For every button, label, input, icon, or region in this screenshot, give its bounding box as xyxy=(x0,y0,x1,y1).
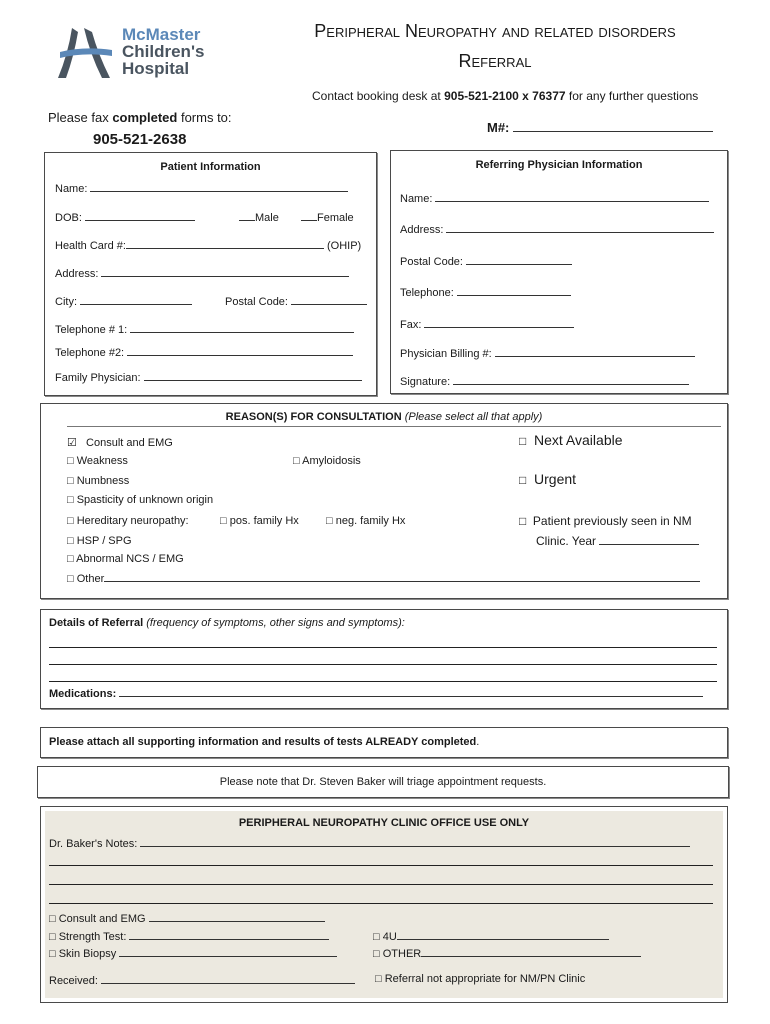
checkbox-icon: □ xyxy=(373,931,380,943)
patient-postal-field[interactable] xyxy=(225,294,367,308)
amyloidosis-option[interactable] xyxy=(293,455,361,467)
office-not-appropriate[interactable] xyxy=(375,973,585,985)
numbness-option[interactable] xyxy=(67,475,129,487)
patient-info-heading: Patient Information xyxy=(160,161,261,173)
office-other-label: OTHER xyxy=(382,948,422,960)
strength-label: Strength Test: xyxy=(58,931,127,943)
details-line-1[interactable] xyxy=(49,647,717,648)
details-note: (frequency of symptoms, other signs and symptoms): xyxy=(146,617,405,629)
physician-billing-field[interactable] xyxy=(400,346,695,360)
medications-label: Medications: xyxy=(49,688,117,700)
checkbox-icon: □ xyxy=(375,973,382,985)
family-physician-label: Family Physician: xyxy=(55,372,141,384)
previously-seen-label: Patient previously seen in NM xyxy=(532,514,692,528)
details-line-2[interactable] xyxy=(49,664,717,665)
checkbox-icon: □ xyxy=(67,494,74,506)
ohip-label: (OHIP) xyxy=(327,240,362,252)
medications-field[interactable] xyxy=(49,686,703,700)
notes-line-3[interactable] xyxy=(49,903,713,904)
pos-family-option[interactable] xyxy=(220,515,299,527)
baker-notes-field[interactable] xyxy=(49,836,690,850)
office-heading: PERIPHERAL NEUROPATHY CLINIC OFFICE USE ONLY xyxy=(238,817,530,829)
checkbox-icon: □ xyxy=(67,535,74,547)
physician-telephone-label: Telephone: xyxy=(400,287,454,299)
male-label: Male xyxy=(255,212,279,224)
physician-signature-field[interactable] xyxy=(400,374,689,388)
hsp-label: HSP / SPG xyxy=(76,535,132,547)
contact-prefix: Contact booking desk at xyxy=(312,89,445,103)
form-title-line-1: Peripheral Neuropathy and related disorders xyxy=(314,21,676,41)
family-physician-field[interactable] xyxy=(55,370,362,384)
fax-instruction xyxy=(48,110,232,125)
details-line-3[interactable] xyxy=(49,681,717,682)
checkbox-icon: □ xyxy=(326,515,333,527)
checkbox-icon: □ xyxy=(67,515,74,527)
spasticity-option[interactable] xyxy=(67,494,213,506)
numbness-label: Numbness xyxy=(76,475,130,487)
reasons-heading-text: REASON(S) FOR CONSULTATION xyxy=(225,411,402,423)
patient-sex-female[interactable] xyxy=(301,210,354,224)
checked-box-icon: ☑ xyxy=(67,437,77,449)
next-available-option[interactable] xyxy=(519,432,623,448)
checkbox-icon: □ xyxy=(67,455,74,467)
details-box xyxy=(40,609,728,709)
patient-tel2-field[interactable] xyxy=(55,345,353,359)
reasons-heading-note: (Please select all that apply) xyxy=(404,411,543,423)
patient-tel1-field[interactable] xyxy=(55,322,354,336)
reasons-box xyxy=(40,403,728,599)
physician-fax-label: Fax: xyxy=(400,319,422,331)
weakness-option[interactable] xyxy=(67,455,128,467)
weakness-label: Weakness xyxy=(76,455,128,467)
details-heading xyxy=(49,617,405,629)
physician-address-field[interactable] xyxy=(400,222,714,236)
patient-postal-label: Postal Code: xyxy=(225,296,288,308)
clinic-year-label: Clinic. Year xyxy=(536,534,597,548)
patient-health-card-field[interactable] xyxy=(55,238,361,252)
fax-suffix: forms to: xyxy=(177,110,232,125)
physician-postal-field[interactable] xyxy=(400,254,572,268)
hereditary-label: Hereditary neuropathy: xyxy=(76,515,189,527)
checkbox-icon: □ xyxy=(67,475,74,487)
reasons-divider xyxy=(67,426,721,427)
contact-line xyxy=(312,89,698,103)
checkbox-icon: □ xyxy=(49,948,56,960)
reasons-heading xyxy=(41,411,727,423)
details-label: Details of Referral xyxy=(49,617,144,629)
checkbox-icon: □ xyxy=(49,931,56,943)
checkbox-icon: □ xyxy=(519,473,527,487)
triage-notice xyxy=(37,766,729,798)
previously-seen-option[interactable] xyxy=(519,514,692,528)
checkbox-icon: □ xyxy=(293,455,300,467)
fax-number: 905-521-2638 xyxy=(93,131,187,148)
office-received[interactable] xyxy=(49,973,355,987)
physician-address-label: Address: xyxy=(400,224,444,236)
abnormal-ncs-option[interactable] xyxy=(67,553,184,565)
billing-label: Physician Billing #: xyxy=(400,348,492,360)
hospital-logo xyxy=(54,26,224,82)
physician-postal-label: Postal Code: xyxy=(400,256,463,268)
patient-name-label: Name: xyxy=(55,183,88,195)
hsp-option[interactable] xyxy=(67,535,132,547)
physician-telephone-field[interactable] xyxy=(400,285,571,299)
office-skin-biopsy[interactable] xyxy=(49,946,337,960)
skin-biopsy-label: Skin Biopsy xyxy=(58,948,117,960)
logo-mark-icon xyxy=(54,26,114,80)
city-label: City: xyxy=(55,296,77,308)
patient-name-field[interactable] xyxy=(55,181,348,195)
hereditary-option[interactable] xyxy=(67,515,189,527)
patient-city-field[interactable] xyxy=(55,294,192,308)
notes-line-1[interactable] xyxy=(49,865,713,866)
logo-line-3: Hospital xyxy=(122,59,190,78)
urgent-option[interactable] xyxy=(519,471,576,487)
physician-name-field[interactable] xyxy=(400,191,709,205)
other-label: Other xyxy=(76,573,105,585)
form-title-line-2: Referral xyxy=(458,51,532,71)
fax-prefix: Please fax xyxy=(48,110,113,125)
patient-address-field[interactable] xyxy=(55,266,349,280)
physician-fax-field[interactable] xyxy=(400,317,574,331)
consult-emg-option[interactable] xyxy=(67,436,173,449)
checkbox-icon: □ xyxy=(519,434,527,448)
notes-line-2[interactable] xyxy=(49,884,713,885)
spasticity-label: Spasticity of unknown origin xyxy=(76,494,214,506)
urgent-label: Urgent xyxy=(534,471,577,487)
other-option[interactable] xyxy=(67,571,700,585)
next-available-label: Next Available xyxy=(534,432,623,448)
four-u-label: 4U xyxy=(382,931,397,943)
patient-address-label: Address: xyxy=(55,268,99,280)
patient-dob-field[interactable] xyxy=(55,210,195,224)
health-card-label: Health Card #: xyxy=(55,240,126,252)
checkbox-icon: □ xyxy=(519,514,527,528)
checkbox-icon: □ xyxy=(49,913,56,925)
consult-emg-label: Consult and EMG xyxy=(86,437,173,449)
physician-info-heading: Referring Physician Information xyxy=(475,159,643,171)
neg-family-label: neg. family Hx xyxy=(335,515,406,527)
patient-info-box xyxy=(44,152,377,396)
office-use-box xyxy=(40,806,728,1003)
mrn-label: M#: xyxy=(487,120,510,135)
office-other[interactable] xyxy=(373,946,641,960)
checkbox-icon: □ xyxy=(67,553,74,565)
office-strength-test[interactable] xyxy=(49,929,329,943)
clinic-year-field[interactable] xyxy=(536,534,699,548)
abnormal-ncs-label: Abnormal NCS / EMG xyxy=(76,553,184,565)
checkbox-icon: □ xyxy=(220,515,227,527)
checkbox-icon: □ xyxy=(373,948,380,960)
form-title xyxy=(262,16,728,76)
logo-line-2: Children's xyxy=(122,42,205,61)
baker-notes-label: Dr. Baker's Notes: xyxy=(49,838,138,850)
patient-dob-label: DOB: xyxy=(55,212,82,224)
logo-line-1: McMaster xyxy=(122,25,201,44)
checkbox-icon: □ xyxy=(67,573,74,585)
amyloidosis-label: Amyloidosis xyxy=(302,455,361,467)
fax-completed: completed xyxy=(112,110,178,125)
pos-family-label: pos. family Hx xyxy=(229,515,299,527)
office-4u[interactable] xyxy=(373,929,609,943)
female-label: Female xyxy=(317,212,354,224)
office-consult-emg-label: Consult and EMG xyxy=(58,913,146,925)
physician-info-box xyxy=(390,150,728,394)
tel1-label: Telephone # 1: xyxy=(55,324,128,336)
not-appropriate-label: Referral not appropriate for NM/PN Clinic xyxy=(384,973,586,985)
attach-text: Please attach all supporting information and results of tests ALREADY completed xyxy=(49,736,477,748)
triage-text: Please note that Dr. Steven Baker will triage appointment requests. xyxy=(219,776,547,788)
neg-family-option[interactable] xyxy=(326,515,405,527)
office-consult-emg[interactable] xyxy=(49,911,325,925)
contact-suffix: for any further questions xyxy=(565,89,699,103)
contact-phone: 905-521-2100 x 76377 xyxy=(444,89,566,103)
signature-label: Signature: xyxy=(400,376,451,388)
physician-name-label: Name: xyxy=(400,193,433,205)
patient-sex-male[interactable] xyxy=(239,210,279,224)
mrn-field[interactable] xyxy=(487,120,713,135)
attach-period: . xyxy=(476,736,480,748)
received-label: Received: xyxy=(49,975,98,987)
tel2-label: Telephone #2: xyxy=(55,347,125,359)
attach-notice xyxy=(40,727,728,758)
